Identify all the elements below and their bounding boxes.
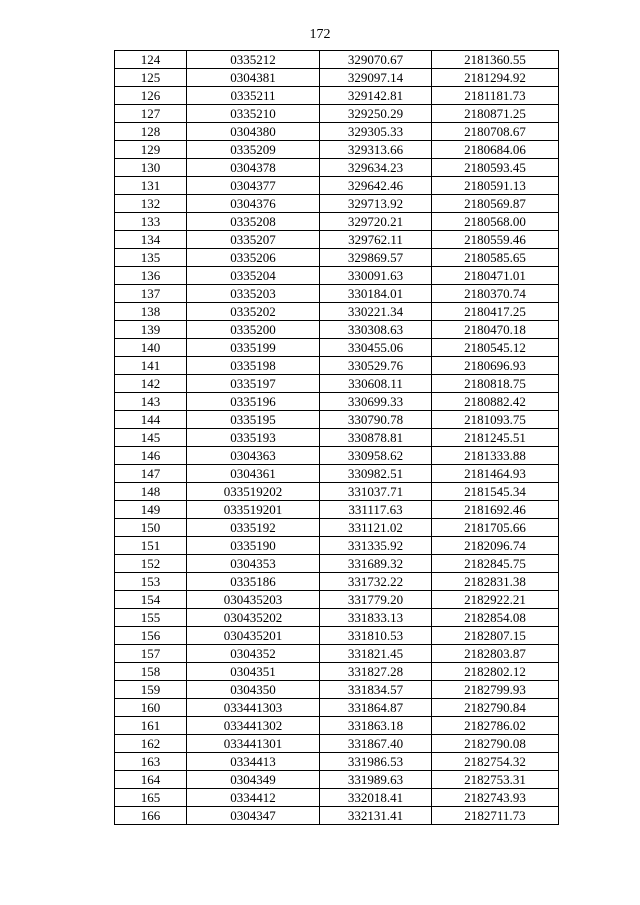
point-number-cell: 161 [115, 717, 187, 735]
y-coordinate-cell: 2182831.38 [432, 573, 559, 591]
point-id-cell: 0335195 [187, 411, 320, 429]
point-number-cell: 129 [115, 141, 187, 159]
point-number-cell: 145 [115, 429, 187, 447]
x-coordinate-cell: 331335.92 [320, 537, 432, 555]
x-coordinate-cell: 329642.46 [320, 177, 432, 195]
table-row [115, 555, 559, 573]
y-coordinate-cell: 2182711.73 [432, 807, 559, 825]
point-number-cell: 124 [115, 51, 187, 69]
point-number-cell: 151 [115, 537, 187, 555]
coordinates-table [114, 50, 559, 825]
y-coordinate-cell: 2180471.01 [432, 267, 559, 285]
table-row [115, 159, 559, 177]
point-id-cell: 033441303 [187, 699, 320, 717]
point-id-cell: 033441302 [187, 717, 320, 735]
point-id-cell: 0335192 [187, 519, 320, 537]
point-id-cell: 0335186 [187, 573, 320, 591]
point-id-cell: 030435202 [187, 609, 320, 627]
point-number-cell: 165 [115, 789, 187, 807]
x-coordinate-cell: 331827.28 [320, 663, 432, 681]
x-coordinate-cell: 330790.78 [320, 411, 432, 429]
y-coordinate-cell: 2182807.15 [432, 627, 559, 645]
point-id-cell: 0304378 [187, 159, 320, 177]
x-coordinate-cell: 331779.20 [320, 591, 432, 609]
y-coordinate-cell: 2182754.32 [432, 753, 559, 771]
point-id-cell: 0304363 [187, 447, 320, 465]
point-id-cell: 0335211 [187, 87, 320, 105]
table-row [115, 717, 559, 735]
x-coordinate-cell: 330455.06 [320, 339, 432, 357]
y-coordinate-cell: 2180545.12 [432, 339, 559, 357]
point-id-cell: 030435201 [187, 627, 320, 645]
point-id-cell: 0335203 [187, 285, 320, 303]
x-coordinate-cell: 331810.53 [320, 627, 432, 645]
table-row [115, 591, 559, 609]
y-coordinate-cell: 2182922.21 [432, 591, 559, 609]
y-coordinate-cell: 2180569.87 [432, 195, 559, 213]
table-row [115, 807, 559, 825]
table-row [115, 789, 559, 807]
point-number-cell: 141 [115, 357, 187, 375]
y-coordinate-cell: 2180696.93 [432, 357, 559, 375]
point-id-cell: 0335197 [187, 375, 320, 393]
x-coordinate-cell: 329250.29 [320, 105, 432, 123]
y-coordinate-cell: 2182096.74 [432, 537, 559, 555]
point-number-cell: 128 [115, 123, 187, 141]
point-number-cell: 137 [115, 285, 187, 303]
point-number-cell: 125 [115, 69, 187, 87]
point-id-cell: 0334413 [187, 753, 320, 771]
x-coordinate-cell: 331732.22 [320, 573, 432, 591]
point-number-cell: 143 [115, 393, 187, 411]
x-coordinate-cell: 331821.45 [320, 645, 432, 663]
point-id-cell: 0335206 [187, 249, 320, 267]
x-coordinate-cell: 331863.18 [320, 717, 432, 735]
table-row [115, 465, 559, 483]
point-number-cell: 163 [115, 753, 187, 771]
point-id-cell: 0335210 [187, 105, 320, 123]
point-number-cell: 150 [115, 519, 187, 537]
x-coordinate-cell: 330982.51 [320, 465, 432, 483]
point-id-cell: 0335202 [187, 303, 320, 321]
y-coordinate-cell: 2182854.08 [432, 609, 559, 627]
table-row [115, 195, 559, 213]
y-coordinate-cell: 2182790.84 [432, 699, 559, 717]
table-row [115, 141, 559, 159]
point-number-cell: 166 [115, 807, 187, 825]
x-coordinate-cell: 330608.11 [320, 375, 432, 393]
y-coordinate-cell: 2181093.75 [432, 411, 559, 429]
table-row [115, 501, 559, 519]
table-row [115, 753, 559, 771]
point-number-cell: 144 [115, 411, 187, 429]
x-coordinate-cell: 331867.40 [320, 735, 432, 753]
point-id-cell: 0304347 [187, 807, 320, 825]
x-coordinate-cell: 331989.63 [320, 771, 432, 789]
table-row [115, 303, 559, 321]
table-body [115, 51, 559, 825]
point-id-cell: 033519201 [187, 501, 320, 519]
point-id-cell: 0335193 [187, 429, 320, 447]
table-row [115, 627, 559, 645]
table-row [115, 213, 559, 231]
y-coordinate-cell: 2182803.87 [432, 645, 559, 663]
point-id-cell: 0335190 [187, 537, 320, 555]
y-coordinate-cell: 2180871.25 [432, 105, 559, 123]
x-coordinate-cell: 329713.92 [320, 195, 432, 213]
point-id-cell: 0335209 [187, 141, 320, 159]
point-number-cell: 156 [115, 627, 187, 645]
table-row [115, 699, 559, 717]
point-number-cell: 147 [115, 465, 187, 483]
x-coordinate-cell: 329097.14 [320, 69, 432, 87]
y-coordinate-cell: 2180370.74 [432, 285, 559, 303]
x-coordinate-cell: 331986.53 [320, 753, 432, 771]
table-row [115, 537, 559, 555]
table-row [115, 177, 559, 195]
table-row [115, 105, 559, 123]
y-coordinate-cell: 2180470.18 [432, 321, 559, 339]
x-coordinate-cell: 330958.62 [320, 447, 432, 465]
y-coordinate-cell: 2182790.08 [432, 735, 559, 753]
y-coordinate-cell: 2181181.73 [432, 87, 559, 105]
table-row [115, 735, 559, 753]
table-row [115, 393, 559, 411]
point-number-cell: 159 [115, 681, 187, 699]
point-id-cell: 0335204 [187, 267, 320, 285]
x-coordinate-cell: 329720.21 [320, 213, 432, 231]
point-number-cell: 148 [115, 483, 187, 501]
y-coordinate-cell: 2180568.00 [432, 213, 559, 231]
table-row [115, 357, 559, 375]
table-row [115, 663, 559, 681]
table-row [115, 447, 559, 465]
point-id-cell: 0304349 [187, 771, 320, 789]
point-id-cell: 0335212 [187, 51, 320, 69]
x-coordinate-cell: 329142.81 [320, 87, 432, 105]
y-coordinate-cell: 2181464.93 [432, 465, 559, 483]
x-coordinate-cell: 331833.13 [320, 609, 432, 627]
y-coordinate-cell: 2182802.12 [432, 663, 559, 681]
y-coordinate-cell: 2180818.75 [432, 375, 559, 393]
point-id-cell: 030435203 [187, 591, 320, 609]
y-coordinate-cell: 2181545.34 [432, 483, 559, 501]
x-coordinate-cell: 330308.63 [320, 321, 432, 339]
table-row [115, 681, 559, 699]
x-coordinate-cell: 330184.01 [320, 285, 432, 303]
point-number-cell: 154 [115, 591, 187, 609]
point-number-cell: 132 [115, 195, 187, 213]
point-number-cell: 157 [115, 645, 187, 663]
point-number-cell: 127 [115, 105, 187, 123]
y-coordinate-cell: 2180882.42 [432, 393, 559, 411]
table-row [115, 123, 559, 141]
point-id-cell: 033441301 [187, 735, 320, 753]
x-coordinate-cell: 330878.81 [320, 429, 432, 447]
x-coordinate-cell: 331121.02 [320, 519, 432, 537]
x-coordinate-cell: 329762.11 [320, 231, 432, 249]
y-coordinate-cell: 2180585.65 [432, 249, 559, 267]
y-coordinate-cell: 2182845.75 [432, 555, 559, 573]
point-number-cell: 131 [115, 177, 187, 195]
y-coordinate-cell: 2181245.51 [432, 429, 559, 447]
x-coordinate-cell: 332018.41 [320, 789, 432, 807]
x-coordinate-cell: 329869.57 [320, 249, 432, 267]
table-row [115, 483, 559, 501]
point-number-cell: 149 [115, 501, 187, 519]
point-id-cell: 0334412 [187, 789, 320, 807]
point-id-cell: 0304377 [187, 177, 320, 195]
point-number-cell: 136 [115, 267, 187, 285]
x-coordinate-cell: 331689.32 [320, 555, 432, 573]
table-row [115, 519, 559, 537]
table-row [115, 51, 559, 69]
point-id-cell: 033519202 [187, 483, 320, 501]
table-row [115, 285, 559, 303]
point-number-cell: 155 [115, 609, 187, 627]
point-id-cell: 0304350 [187, 681, 320, 699]
point-id-cell: 0304381 [187, 69, 320, 87]
y-coordinate-cell: 2182786.02 [432, 717, 559, 735]
x-coordinate-cell: 331834.57 [320, 681, 432, 699]
point-number-cell: 126 [115, 87, 187, 105]
table-row [115, 267, 559, 285]
point-number-cell: 160 [115, 699, 187, 717]
y-coordinate-cell: 2180593.45 [432, 159, 559, 177]
y-coordinate-cell: 2180684.06 [432, 141, 559, 159]
point-id-cell: 0304376 [187, 195, 320, 213]
point-number-cell: 133 [115, 213, 187, 231]
point-number-cell: 135 [115, 249, 187, 267]
point-id-cell: 0335200 [187, 321, 320, 339]
y-coordinate-cell: 2181705.66 [432, 519, 559, 537]
point-number-cell: 138 [115, 303, 187, 321]
point-number-cell: 153 [115, 573, 187, 591]
y-coordinate-cell: 2181333.88 [432, 447, 559, 465]
y-coordinate-cell: 2180591.13 [432, 177, 559, 195]
point-number-cell: 158 [115, 663, 187, 681]
point-id-cell: 0304352 [187, 645, 320, 663]
point-number-cell: 140 [115, 339, 187, 357]
point-number-cell: 152 [115, 555, 187, 573]
point-number-cell: 134 [115, 231, 187, 249]
point-number-cell: 146 [115, 447, 187, 465]
y-coordinate-cell: 2181692.46 [432, 501, 559, 519]
table-row [115, 429, 559, 447]
x-coordinate-cell: 332131.41 [320, 807, 432, 825]
y-coordinate-cell: 2181360.55 [432, 51, 559, 69]
x-coordinate-cell: 331037.71 [320, 483, 432, 501]
point-number-cell: 142 [115, 375, 187, 393]
table-row [115, 411, 559, 429]
point-id-cell: 0304351 [187, 663, 320, 681]
point-id-cell: 0335199 [187, 339, 320, 357]
x-coordinate-cell: 329070.67 [320, 51, 432, 69]
y-coordinate-cell: 2180708.67 [432, 123, 559, 141]
table-row [115, 339, 559, 357]
point-id-cell: 0335208 [187, 213, 320, 231]
point-number-cell: 130 [115, 159, 187, 177]
x-coordinate-cell: 330529.76 [320, 357, 432, 375]
table-row [115, 573, 559, 591]
y-coordinate-cell: 2181294.92 [432, 69, 559, 87]
x-coordinate-cell: 330091.63 [320, 267, 432, 285]
table-row [115, 771, 559, 789]
point-number-cell: 162 [115, 735, 187, 753]
x-coordinate-cell: 329313.66 [320, 141, 432, 159]
table-row [115, 249, 559, 267]
x-coordinate-cell: 329634.23 [320, 159, 432, 177]
page-number: 172 [309, 27, 331, 42]
x-coordinate-cell: 329305.33 [320, 123, 432, 141]
y-coordinate-cell: 2182753.31 [432, 771, 559, 789]
point-id-cell: 0335198 [187, 357, 320, 375]
table-row [115, 231, 559, 249]
table-row [115, 87, 559, 105]
y-coordinate-cell: 2182743.93 [432, 789, 559, 807]
table-row [115, 645, 559, 663]
point-number-cell: 139 [115, 321, 187, 339]
point-number-cell: 164 [115, 771, 187, 789]
point-id-cell: 0304380 [187, 123, 320, 141]
x-coordinate-cell: 331117.63 [320, 501, 432, 519]
x-coordinate-cell: 330699.33 [320, 393, 432, 411]
x-coordinate-cell: 331864.87 [320, 699, 432, 717]
point-id-cell: 0335196 [187, 393, 320, 411]
table-row [115, 69, 559, 87]
x-coordinate-cell: 330221.34 [320, 303, 432, 321]
table-row [115, 609, 559, 627]
table-row [115, 375, 559, 393]
point-id-cell: 0335207 [187, 231, 320, 249]
point-id-cell: 0304361 [187, 465, 320, 483]
y-coordinate-cell: 2180417.25 [432, 303, 559, 321]
point-id-cell: 0304353 [187, 555, 320, 573]
y-coordinate-cell: 2182799.93 [432, 681, 559, 699]
table-row [115, 321, 559, 339]
y-coordinate-cell: 2180559.46 [432, 231, 559, 249]
